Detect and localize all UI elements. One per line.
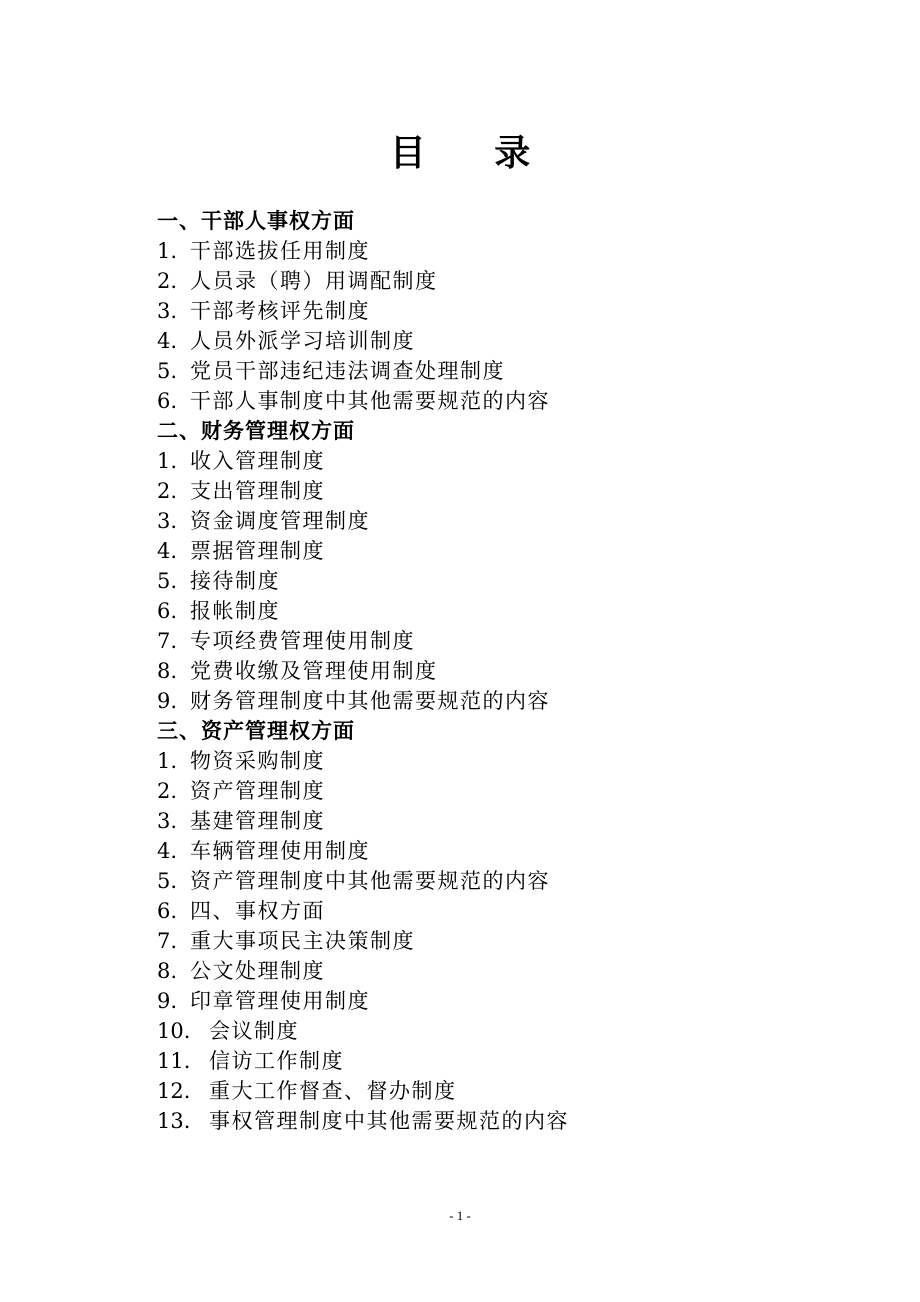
- toc-item-text: 印章管理使用制度: [190, 989, 370, 1013]
- toc-item-number: 4.: [157, 329, 178, 353]
- toc-item: [157, 1106, 857, 1136]
- toc-item-number: 7.: [157, 629, 178, 653]
- toc-item-text: 基建管理制度: [190, 809, 325, 833]
- toc-item-number: 6.: [157, 389, 178, 413]
- toc-item-number: 5.: [157, 569, 178, 593]
- toc-item-text: 重大事项民主决策制度: [190, 929, 415, 953]
- toc-item: [157, 986, 857, 1016]
- toc-item-text: 资金调度管理制度: [190, 509, 370, 533]
- toc-item: [157, 386, 857, 416]
- toc-item: [157, 596, 857, 626]
- toc-item-number: 5.: [157, 359, 178, 383]
- toc-item: [157, 686, 857, 716]
- toc-item-text: 会议制度: [209, 1019, 299, 1043]
- toc-item: [157, 626, 857, 656]
- toc-item-text: 资产管理制度中其他需要规范的内容: [190, 869, 550, 893]
- toc-item-text: 干部考核评先制度: [190, 299, 370, 323]
- toc-item-text: 收入管理制度: [190, 449, 325, 473]
- toc-item-text: 公文处理制度: [190, 959, 325, 983]
- toc-item: [157, 746, 857, 776]
- toc-item-text: 干部选拔任用制度: [190, 239, 370, 263]
- toc-item-text: 事权管理制度中其他需要规范的内容: [209, 1109, 569, 1133]
- toc-section-heading: 一、干部人事权方面: [157, 209, 355, 233]
- toc-item: [157, 1046, 857, 1076]
- toc-item-text: 四、事权方面: [190, 899, 325, 923]
- toc-item-text: 票据管理制度: [190, 539, 325, 563]
- toc-item-number: 3.: [157, 299, 178, 323]
- toc-item: [157, 806, 857, 836]
- toc-item: [157, 236, 857, 266]
- toc-item-number: 9.: [157, 989, 178, 1013]
- toc-item: [157, 446, 857, 476]
- toc-section-heading: 二、财务管理权方面: [157, 419, 355, 443]
- toc-item-number: 10.: [157, 1019, 191, 1043]
- page-number: - 1 -: [449, 1208, 471, 1223]
- toc-item-text: 资产管理制度: [190, 779, 325, 803]
- toc-item-number: 1.: [157, 239, 178, 263]
- toc-item: [157, 536, 857, 566]
- toc-item-text: 重大工作督查、督办制度: [209, 1079, 457, 1103]
- toc-item: [157, 1016, 857, 1046]
- toc-item-text: 接待制度: [190, 569, 280, 593]
- toc-item-number: 8.: [157, 659, 178, 683]
- toc-item: [157, 356, 857, 386]
- toc-item-text: 党费收缴及管理使用制度: [190, 659, 438, 683]
- toc-item-number: 3.: [157, 509, 178, 533]
- toc-item-number: 2.: [157, 779, 178, 803]
- toc-item-text: 报帐制度: [190, 599, 280, 623]
- toc-item: [157, 266, 857, 296]
- toc-item-text: 干部人事制度中其他需要规范的内容: [190, 389, 550, 413]
- toc-item-text: 人员外派学习培训制度: [190, 329, 415, 353]
- toc-item-number: 6.: [157, 899, 178, 923]
- toc-item-text: 人员录（聘）用调配制度: [190, 269, 438, 293]
- toc-section-heading: 三、资产管理权方面: [157, 719, 355, 743]
- toc-item: [157, 296, 857, 326]
- toc-item-number: 2.: [157, 269, 178, 293]
- toc-item-text: 车辆管理使用制度: [190, 839, 370, 863]
- toc-item-number: 3.: [157, 809, 178, 833]
- toc-item: [157, 326, 857, 356]
- toc-item: [157, 566, 857, 596]
- toc-item: [157, 836, 857, 866]
- toc-item: [157, 1076, 857, 1106]
- toc-item-number: 5.: [157, 869, 178, 893]
- toc-item-text: 党员干部违纪违法调查处理制度: [190, 359, 505, 383]
- toc-item: [157, 776, 857, 806]
- toc-item: [157, 656, 857, 686]
- toc-item: [157, 926, 857, 956]
- toc-item-text: 财务管理制度中其他需要规范的内容: [190, 689, 550, 713]
- toc-item: [157, 506, 857, 536]
- toc-item-number: 9.: [157, 689, 178, 713]
- toc-item-number: 4.: [157, 539, 178, 563]
- table-of-contents: [157, 206, 857, 1136]
- page-title: 目 录: [389, 133, 559, 174]
- toc-item-number: 13.: [157, 1109, 191, 1133]
- toc-item-number: 1.: [157, 749, 178, 773]
- toc-item-text: 物资采购制度: [190, 749, 325, 773]
- toc-item: [157, 866, 857, 896]
- toc-item-text: 支出管理制度: [190, 479, 325, 503]
- toc-item: [157, 956, 857, 986]
- toc-item-number: 8.: [157, 959, 178, 983]
- toc-item-number: 11.: [157, 1049, 191, 1073]
- toc-item-number: 6.: [157, 599, 178, 623]
- toc-item: [157, 896, 857, 926]
- toc-item-number: 4.: [157, 839, 178, 863]
- toc-item-number: 1.: [157, 449, 178, 473]
- toc-item-number: 12.: [157, 1079, 191, 1103]
- toc-item: [157, 476, 857, 506]
- toc-item-number: 7.: [157, 929, 178, 953]
- toc-item-text: 信访工作制度: [209, 1049, 344, 1073]
- toc-item-number: 2.: [157, 479, 178, 503]
- toc-item-text: 专项经费管理使用制度: [190, 629, 415, 653]
